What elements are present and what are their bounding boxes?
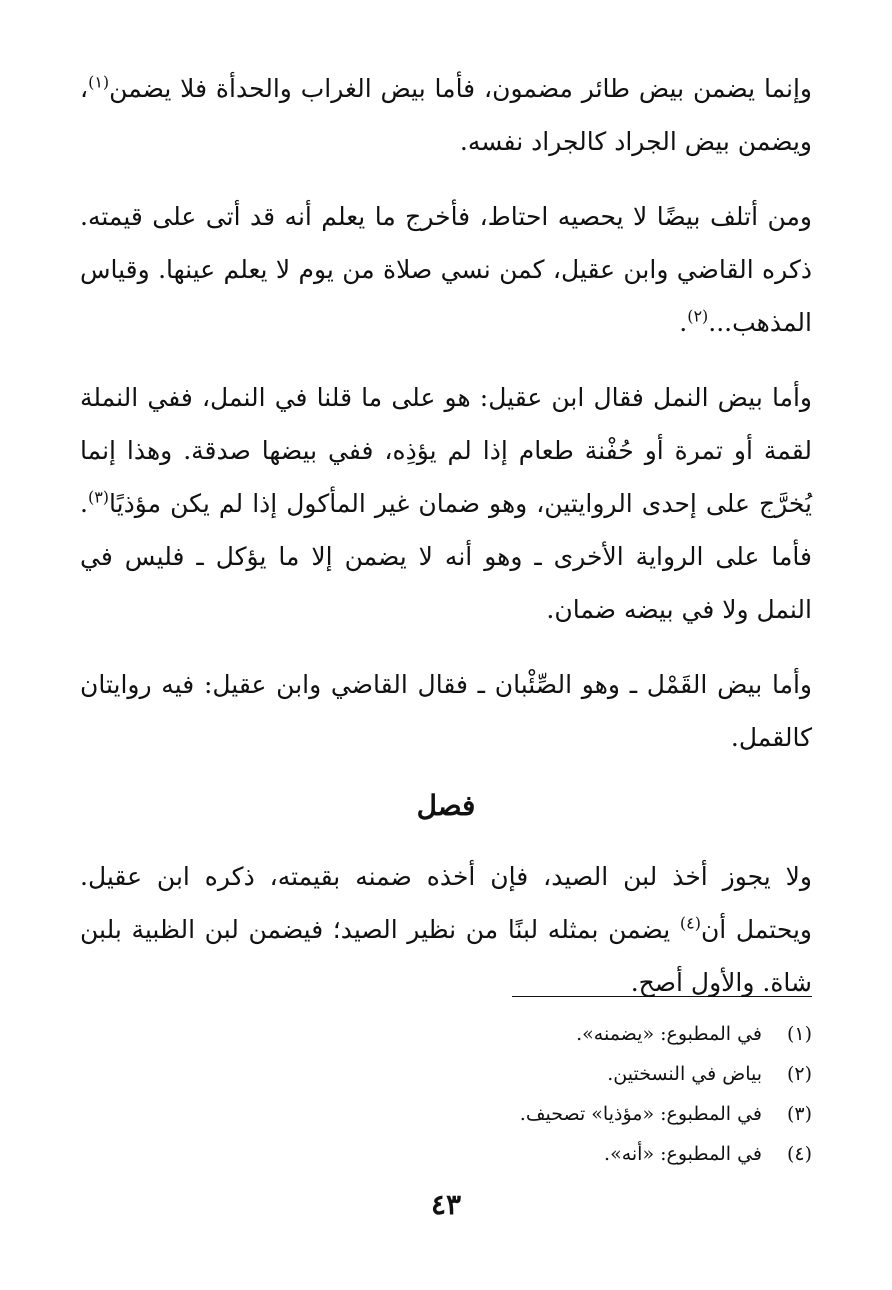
- paragraph-1: [80, 62, 812, 168]
- paragraph-3-text-continued: . فأما على الرواية الأخرى ـ وهو أنه لا يضمن إلا ما يؤكل ـ فليس في النمل ولا في بيضه ضمان.: [80, 489, 812, 624]
- paragraph-1-text: وإنما يضمن بيض طائر مضمون، فأما بيض الغراب والحدأة فلا يضمن: [109, 74, 812, 103]
- section-heading: فصل: [416, 789, 476, 822]
- page-body: [80, 62, 812, 1031]
- paragraph-4-text: وأما بيض القَمْل ـ وهو الصِّئْبان ـ فقال القاضي وابن عقيل: فيه روايتان كالقمل.: [80, 670, 812, 752]
- paragraph-3: [80, 371, 812, 636]
- footnote-2: [112, 1054, 812, 1094]
- footnote-ref-2: (٢): [687, 306, 709, 326]
- paragraph-3-text: وأما بيض النمل فقال ابن عقيل: هو على ما قلنا في النمل، ففي النملة لقمة أو تمرة أو حُفْنة طعام إذا لم يؤذِه، ففي بيضها صدقة. وهذا إنما يُخرَّج على إحدى الروايتين، وهو ضمان غير المأكول إذا لم يكن مؤذيًا: [80, 383, 812, 518]
- footnote-3: [112, 1094, 812, 1134]
- footnote-4: [112, 1134, 812, 1174]
- footnote-number: (١): [786, 1023, 812, 1045]
- footnote-number: (٤): [786, 1143, 812, 1165]
- footnote-1: [112, 1014, 812, 1054]
- section-paragraph: [80, 850, 812, 1009]
- footnote-ref-3: (٣): [87, 487, 110, 507]
- paragraph-4: [80, 658, 812, 764]
- paragraph-2-text-continued: .: [679, 308, 688, 337]
- footnote-text: في المطبوع: «أنه».: [604, 1143, 762, 1165]
- footnotes-list: [112, 1014, 812, 1174]
- section-paragraph-text-continued: يضمن بمثله لبنًا من نظير الصيد؛ فيضمن لبن الظبية بلبن شاة. والأول أصح.: [80, 915, 812, 997]
- paragraph-1-text-continued: ، ويضمن بيض الجراد كالجراد نفسه.: [80, 74, 812, 156]
- footnote-text: في المطبوع: «مؤذيا» تصحيف.: [519, 1103, 762, 1125]
- footnote-number: (٢): [786, 1063, 812, 1085]
- footnote-divider: [512, 996, 812, 997]
- section-paragraph-text: ولا يجوز أخذ لبن الصيد، فإن أخذه ضمنه بقيمته، ذكره ابن عقيل. ويحتمل أن: [80, 862, 812, 944]
- page-number: ٤٣: [430, 1188, 462, 1221]
- footnote-text: بياض في النسختين.: [607, 1063, 762, 1085]
- footnote-ref-1: (١): [88, 72, 110, 92]
- footnote-text: في المطبوع: «يضمنه».: [576, 1023, 762, 1045]
- paragraph-2: [80, 190, 812, 349]
- footnote-number: (٣): [786, 1103, 812, 1125]
- footnote-ref-4: (٤): [679, 913, 701, 933]
- paragraph-2-text: ومن أتلف بيضًا لا يحصيه احتاط، فأخرج ما يعلم أنه قد أتى على قيمته. ذكره القاضي وابن عقيل، كمن نسي صلاة من يوم لا يعلم عينها. وقياس المذهب...: [80, 202, 812, 337]
